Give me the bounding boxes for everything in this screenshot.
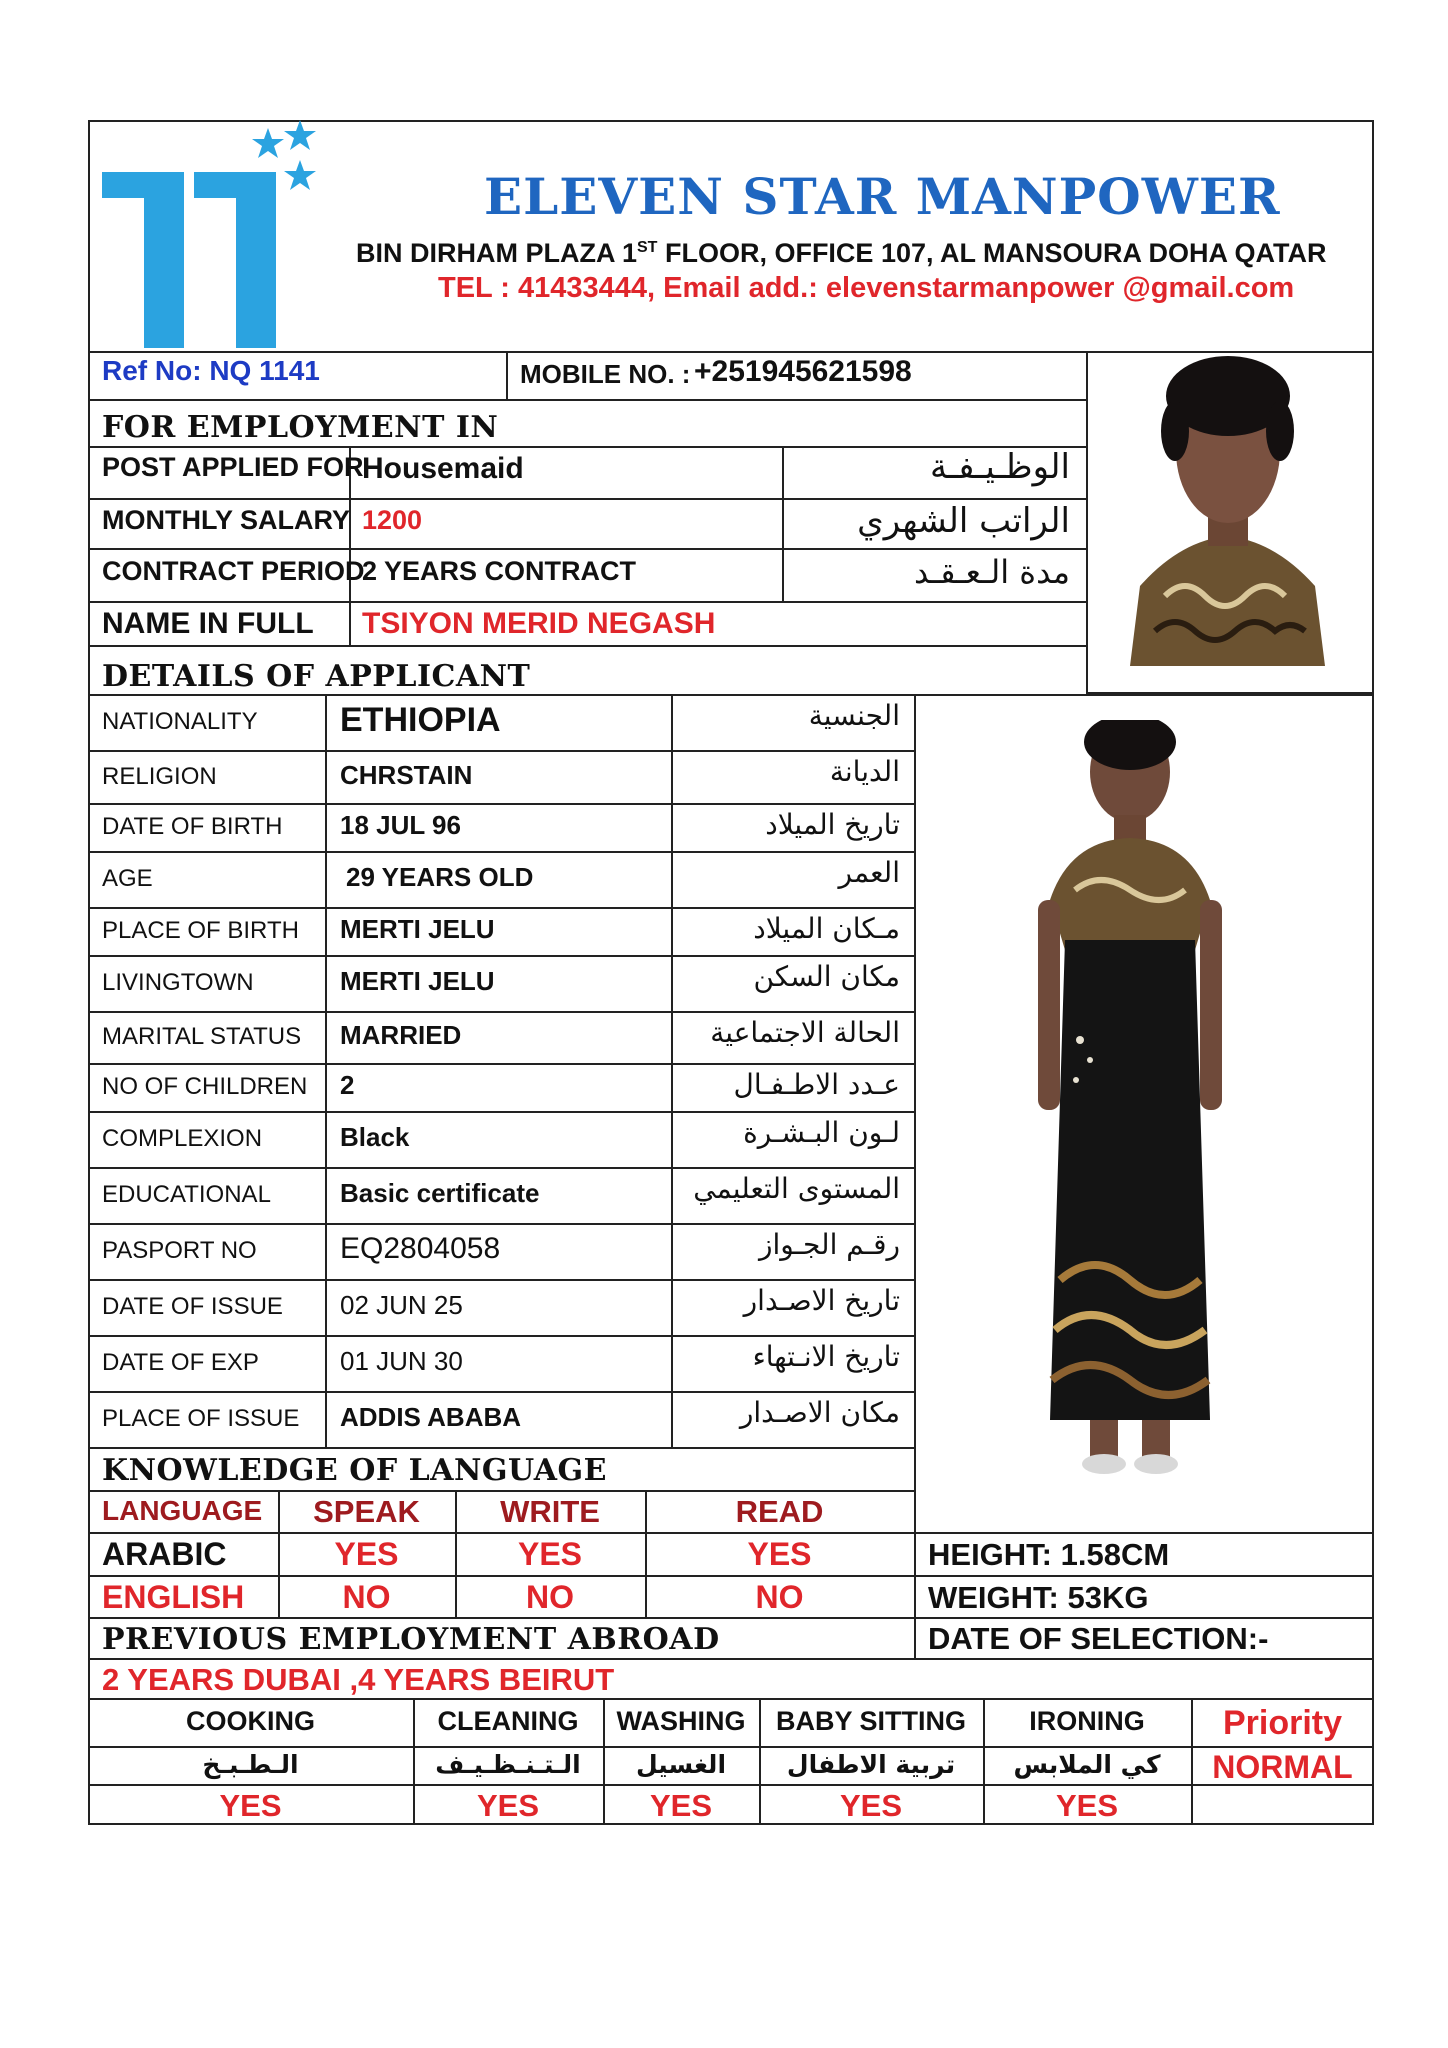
skill-name: IRONING bbox=[1029, 1706, 1145, 1736]
divider bbox=[506, 351, 508, 399]
divider bbox=[88, 750, 914, 752]
detail-label: DATE OF BIRTH bbox=[102, 813, 283, 840]
divider bbox=[88, 1111, 914, 1113]
divider bbox=[88, 851, 914, 853]
divider bbox=[88, 1279, 914, 1281]
star-icon bbox=[284, 120, 316, 150]
date-of-selection: DATE OF SELECTION:- bbox=[928, 1621, 1269, 1656]
lang-english-speak: NO bbox=[342, 1579, 391, 1615]
skill-arabic: الـتـنـظـيـف bbox=[435, 1750, 581, 1779]
star-icon bbox=[284, 160, 316, 190]
divider bbox=[88, 645, 1086, 647]
skill-name: BABY SITTING bbox=[775, 1706, 966, 1736]
divider bbox=[88, 1167, 914, 1169]
company-name: ELEVEN STAR MANPOWER bbox=[484, 167, 1281, 226]
lang-arabic-write: YES bbox=[517, 1536, 583, 1572]
label-name-in-full: NAME IN FULL bbox=[102, 607, 314, 640]
detail-value: 18 JUL 96 bbox=[340, 810, 461, 840]
detail-label: NATIONALITY bbox=[102, 708, 258, 735]
value-post-applied: Housemaid bbox=[362, 452, 524, 485]
skill-arabic: الـطـبـخ bbox=[202, 1750, 299, 1779]
mobile-value: +251945621598 bbox=[694, 355, 912, 388]
section-title-language: KNOWLEDGE OF LANGUAGE bbox=[102, 1453, 608, 1488]
divider bbox=[88, 1617, 1374, 1619]
divider bbox=[88, 803, 914, 805]
skill-value: YES bbox=[1055, 1788, 1119, 1823]
detail-value: MARRIED bbox=[340, 1020, 462, 1050]
detail-value: Basic certificate bbox=[340, 1178, 540, 1208]
divider bbox=[88, 1391, 914, 1393]
detail-arabic: الحالة الاجتماعية bbox=[710, 1016, 900, 1049]
detail-value: Black bbox=[340, 1122, 410, 1152]
detail-value: 02 JUN 25 bbox=[340, 1290, 463, 1320]
divider bbox=[88, 1447, 914, 1449]
divider bbox=[88, 694, 914, 696]
divider bbox=[88, 1658, 1374, 1660]
detail-label: PLACE OF BIRTH bbox=[102, 917, 299, 944]
detail-label: MARITAL STATUS bbox=[102, 1023, 302, 1050]
detail-value: CHRSTAIN bbox=[340, 760, 473, 790]
skill-arabic: تربية الاطفال bbox=[786, 1750, 956, 1779]
detail-label: PASPORT NO bbox=[102, 1237, 257, 1264]
divider bbox=[88, 907, 914, 909]
arabic-contract-period: مدة الـعـقـد bbox=[913, 553, 1070, 591]
detail-arabic: تاريخ الاصـدار bbox=[743, 1284, 900, 1317]
divider bbox=[88, 399, 1086, 401]
detail-label: DATE OF EXP bbox=[102, 1349, 259, 1376]
height-value: HEIGHT: 1.58CM bbox=[928, 1537, 1170, 1572]
section-title-previous: PREVIOUS EMPLOYMENT ABROAD bbox=[102, 1622, 720, 1657]
value-monthly-salary: 1200 bbox=[362, 505, 423, 535]
divider bbox=[88, 1532, 1374, 1534]
detail-arabic: الديانة bbox=[829, 755, 900, 788]
section-title-details: DETAILS OF APPLICANT bbox=[102, 659, 531, 694]
divider bbox=[782, 446, 784, 601]
detail-label: AGE bbox=[102, 865, 153, 892]
detail-label: PLACE OF ISSUE bbox=[102, 1405, 300, 1432]
skill-name: CLEANING bbox=[437, 1706, 579, 1736]
skill-value: YES bbox=[476, 1788, 540, 1823]
previous-employment-value: 2 YEARS DUBAI ,4 YEARS BEIRUT bbox=[102, 1662, 615, 1697]
applicant-full-body-photo bbox=[1010, 720, 1250, 1480]
divider bbox=[88, 1223, 914, 1225]
detail-value: ADDIS ABABA bbox=[340, 1402, 522, 1432]
divider bbox=[88, 601, 1086, 603]
skill-arabic: كي الملابس bbox=[1013, 1750, 1161, 1779]
detail-arabic: العمر bbox=[838, 856, 900, 889]
detail-arabic: الجنسية bbox=[808, 699, 900, 732]
detail-value: ETHIOPIA bbox=[340, 701, 501, 739]
detail-label: LIVINGTOWN bbox=[102, 969, 254, 996]
star-icon bbox=[252, 128, 284, 158]
priority-value: NORMAL bbox=[1212, 1749, 1353, 1785]
detail-arabic: لـون البـشـرة bbox=[743, 1116, 900, 1149]
lang-header-write: WRITE bbox=[500, 1494, 600, 1529]
lang-arabic-read: YES bbox=[747, 1536, 812, 1572]
divider bbox=[88, 955, 914, 957]
company-logo bbox=[100, 120, 320, 352]
detail-value: MERTI JELU bbox=[340, 914, 495, 944]
detail-value: 2 bbox=[340, 1070, 355, 1100]
lang-english: ENGLISH bbox=[102, 1579, 245, 1615]
detail-arabic: مكان السكن bbox=[753, 960, 900, 993]
arabic-monthly-salary: الراتب الشهري bbox=[857, 501, 1070, 541]
lang-header-speak: SPEAK bbox=[313, 1494, 420, 1529]
section-title-employment: FOR EMPLOYMENT IN bbox=[102, 410, 499, 445]
value-contract-period: 2 YEARS CONTRACT bbox=[362, 556, 637, 586]
divider bbox=[914, 694, 916, 1658]
label-contract-period: CONTRACT PERIOD bbox=[102, 556, 365, 586]
divider bbox=[88, 1011, 914, 1013]
priority-label: Priority bbox=[1222, 1704, 1343, 1742]
detail-label: DATE OF ISSUE bbox=[102, 1293, 283, 1320]
lang-english-read: NO bbox=[755, 1579, 804, 1615]
detail-arabic: عـدد الاطـفـال bbox=[733, 1068, 900, 1101]
lang-header-read: READ bbox=[735, 1494, 824, 1529]
detail-arabic: مكان الاصـدار bbox=[739, 1396, 900, 1429]
detail-arabic: رقـم الجـواز bbox=[759, 1228, 900, 1261]
detail-value: EQ2804058 bbox=[340, 1232, 501, 1265]
divider bbox=[1086, 351, 1088, 694]
arabic-post-applied: الوظـيـفـة bbox=[929, 447, 1070, 487]
lang-english-write: NO bbox=[526, 1579, 574, 1615]
divider bbox=[88, 548, 1086, 550]
divider bbox=[88, 1575, 1374, 1577]
ref-number: Ref No: NQ 1141 bbox=[102, 355, 320, 386]
divider bbox=[88, 498, 1086, 500]
logo-eleven-graphic bbox=[100, 120, 320, 352]
skill-name: WASHING bbox=[616, 1706, 746, 1736]
divider bbox=[88, 1746, 1374, 1748]
detail-arabic: مـكان الميلاد bbox=[753, 912, 900, 945]
divider bbox=[88, 1784, 1374, 1786]
detail-label: COMPLEXION bbox=[102, 1125, 263, 1152]
detail-label: NO OF CHILDREN bbox=[102, 1073, 308, 1100]
label-post-applied: POST APPLIED FOR bbox=[102, 452, 364, 482]
divider bbox=[88, 1063, 914, 1065]
detail-arabic: المستوى التعليمي bbox=[693, 1172, 900, 1205]
skill-value: YES bbox=[649, 1788, 713, 1823]
lang-header-language: LANGUAGE bbox=[102, 1495, 263, 1526]
applicant-portrait-photo bbox=[1120, 356, 1335, 666]
mobile-label: MOBILE NO. : bbox=[520, 359, 691, 389]
label-monthly-salary: MONTHLY SALARY bbox=[102, 505, 351, 535]
skill-value: YES bbox=[219, 1788, 282, 1823]
detail-label: RELIGION bbox=[102, 763, 217, 790]
lang-arabic: ARABIC bbox=[102, 1536, 227, 1572]
divider bbox=[88, 1490, 914, 1492]
detail-value: 01 JUN 30 bbox=[340, 1346, 463, 1376]
value-name-in-full: TSIYON MERID NEGASH bbox=[362, 607, 716, 640]
divider bbox=[88, 1335, 914, 1337]
detail-value: 29 YEARS OLD bbox=[346, 862, 534, 892]
skill-arabic: الغسيل bbox=[635, 1750, 727, 1779]
divider bbox=[88, 351, 1086, 353]
detail-label: EDUCATIONAL bbox=[102, 1181, 271, 1208]
skill-value: YES bbox=[839, 1788, 903, 1823]
company-address: BIN DIRHAM PLAZA 1ST FLOOR, OFFICE 107, AL MANSOURA DOHA QATAR bbox=[356, 238, 1327, 268]
divider bbox=[88, 1698, 1374, 1700]
detail-value: MERTI JELU bbox=[340, 966, 495, 996]
detail-arabic: تاريخ الانـتهاء bbox=[752, 1340, 900, 1373]
detail-arabic: تاريخ الميلاد bbox=[765, 808, 900, 841]
company-contact: TEL : 41433444, Email add.: elevenstarmanpower @gmail.com bbox=[438, 272, 1295, 304]
lang-arabic-speak: YES bbox=[334, 1536, 399, 1572]
weight-value: WEIGHT: 53KG bbox=[928, 1580, 1149, 1615]
skill-name: COOKING bbox=[185, 1706, 315, 1736]
